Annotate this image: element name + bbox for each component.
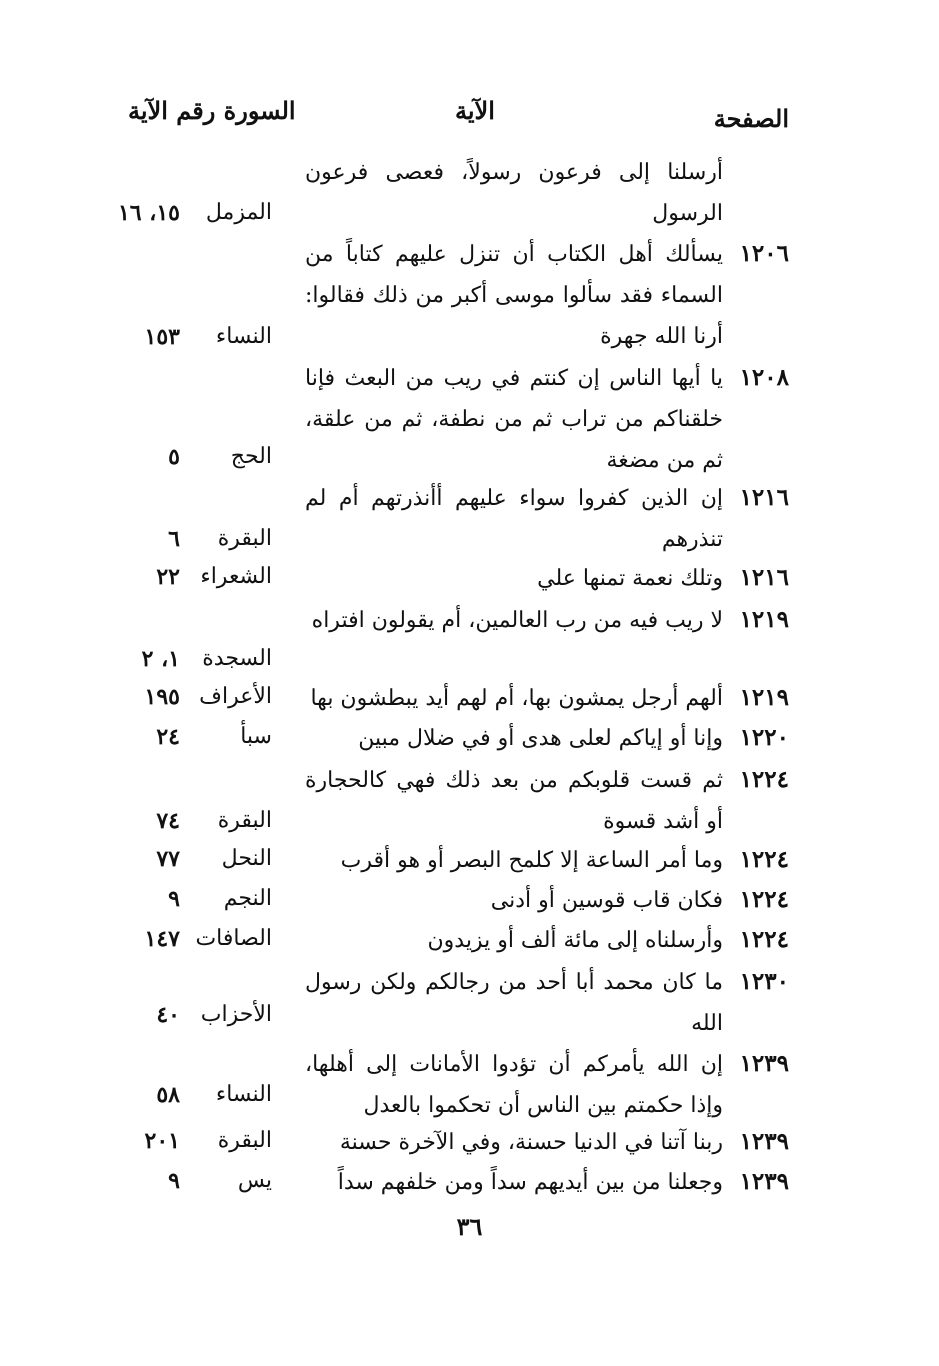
row-surah: الأحزاب <box>200 1002 272 1027</box>
row-page-number: ١٢٣٩ <box>739 1050 789 1077</box>
row-ayah: ٩ <box>168 1168 180 1194</box>
row-ayah: ١٤٧ <box>144 926 180 952</box>
row-page-number: ١٢٢٤ <box>739 766 789 793</box>
table-row <box>0 1122 939 1162</box>
table-row <box>0 880 939 920</box>
row-verse: إن الله يأمركم أن تؤدوا الأمانات إلى أهلها، وإذا حكمتم بين الناس أن تحكموا بالعدل <box>305 1052 723 1118</box>
row-surah: يس <box>237 1168 272 1193</box>
row-verse: وتلك نعمة تمنها علي <box>537 566 723 591</box>
row-ayah: ١، ٢ <box>141 646 180 672</box>
row-page-number: ١٢١٦ <box>739 484 789 511</box>
index-table <box>0 150 939 1202</box>
row-page-number: ١٢٢٤ <box>739 846 789 873</box>
row-surah: السجدة <box>202 646 272 671</box>
table-row <box>0 232 939 356</box>
row-page-number: ١٢٣٠ <box>739 968 789 995</box>
row-ayah: ٢٢ <box>156 564 180 590</box>
table-row <box>0 718 939 758</box>
row-surah: الشعراء <box>200 564 272 589</box>
row-surah: النحل <box>221 846 272 871</box>
table-row <box>0 960 939 1042</box>
row-ayah: ٧٧ <box>156 846 180 872</box>
row-page-number: ١٢١٩ <box>739 684 789 711</box>
row-verse: ثم قست قلوبكم من بعد ذلك فهي كالحجارة أو أشد قسوة <box>305 768 723 834</box>
table-row <box>0 840 939 880</box>
row-surah: المزمل <box>205 200 272 225</box>
page-number-footer: ٣٦ <box>456 1212 483 1241</box>
row-verse: فكان قاب قوسين أو أدنى <box>490 888 723 913</box>
row-ayah: ٧٤ <box>156 808 180 834</box>
row-verse: ربنا آتنا في الدنيا حسنة، وفي الآخرة حسنة <box>339 1130 723 1155</box>
row-page-number: ١٢٠٨ <box>739 364 789 391</box>
row-ayah: ٥ <box>168 444 180 470</box>
row-page-number: ١٢٠٦ <box>739 240 789 267</box>
row-surah: البقرة <box>217 526 272 551</box>
row-ayah: ٦ <box>168 526 180 552</box>
row-surah: الأعراف <box>199 684 272 709</box>
row-page-number: ١٢٢٤ <box>739 886 789 913</box>
table-row <box>0 678 939 718</box>
row-surah: النساء <box>215 1082 272 1107</box>
row-surah: الصافات <box>195 926 272 951</box>
row-page-number: ١٢٣٩ <box>739 1168 789 1195</box>
row-page-number: ١٢١٩ <box>739 606 789 633</box>
table-row <box>0 598 939 678</box>
row-verse: إن الذين كفروا سواء عليهم أأنذرتهم أم لم تنذرهم <box>305 486 723 552</box>
row-verse: ألهم أرجل يمشون بها، أم لهم أيد يبطشون بها <box>310 686 723 711</box>
row-ayah: ١٥، ١٦ <box>117 200 180 226</box>
table-row <box>0 558 939 598</box>
row-surah: الحج <box>230 444 272 469</box>
row-verse: يسألك أهل الكتاب أن تنزل عليهم كتاباً من السماء فقد سألوا موسى أكبر من ذلك فقالوا: أرنا الله جهرة <box>305 242 723 349</box>
row-ayah: ١٥٣ <box>144 324 180 350</box>
row-page-number: ١٢٢٤ <box>739 926 789 953</box>
row-verse: وما أمر الساعة إلا كلمح البصر أو هو أقرب <box>340 848 723 873</box>
row-surah: البقرة <box>217 1128 272 1153</box>
row-ayah: ٤٠ <box>156 1002 180 1028</box>
row-page-number: ١٢٢٠ <box>739 724 789 751</box>
table-row <box>0 1042 939 1122</box>
table-row <box>0 356 939 476</box>
row-verse: ما كان محمد أبا أحد من رجالكم ولكن رسول الله <box>305 970 723 1036</box>
row-verse: أرسلنا إلى فرعون رسولاً، فعصى فرعون الرسول <box>305 160 723 226</box>
row-ayah: ٩ <box>168 886 180 912</box>
row-verse: وجعلنا من بين أيديهم سداً ومن خلفهم سداً <box>337 1170 723 1195</box>
table-row <box>0 920 939 960</box>
header-surah-ayah: السورة رقم الآية <box>128 96 296 125</box>
row-verse: لا ريب فيه من رب العالمين، أم يقولون افتراه <box>311 608 723 633</box>
header-verse: الآية <box>455 96 495 125</box>
row-ayah: ١٩٥ <box>144 684 180 710</box>
row-ayah: ٥٨ <box>156 1082 180 1108</box>
header-page: الصفحة <box>713 104 789 133</box>
row-ayah: ٢٠١ <box>144 1128 180 1154</box>
row-surah: سبأ <box>240 724 272 749</box>
row-surah: النساء <box>215 324 272 349</box>
row-verse: وإنا أو إياكم لعلى هدى أو في ضلال مبين <box>358 726 723 751</box>
row-verse: يا أيها الناس إن كنتم في ريب من البعث فإنا خلقناكم من تراب ثم من نطفة، ثم من علقة، ثم من مضغة <box>305 366 723 473</box>
table-row <box>0 476 939 558</box>
row-page-number: ١٢١٦ <box>739 564 789 591</box>
row-surah: النجم <box>223 886 272 911</box>
table-row <box>0 150 939 232</box>
table-row <box>0 1162 939 1202</box>
row-surah: البقرة <box>217 808 272 833</box>
row-ayah: ٢٤ <box>156 724 180 750</box>
table-row <box>0 758 939 840</box>
row-verse: وأرسلناه إلى مائة ألف أو يزيدون <box>427 928 723 953</box>
row-page-number: ١٢٣٩ <box>739 1128 789 1155</box>
